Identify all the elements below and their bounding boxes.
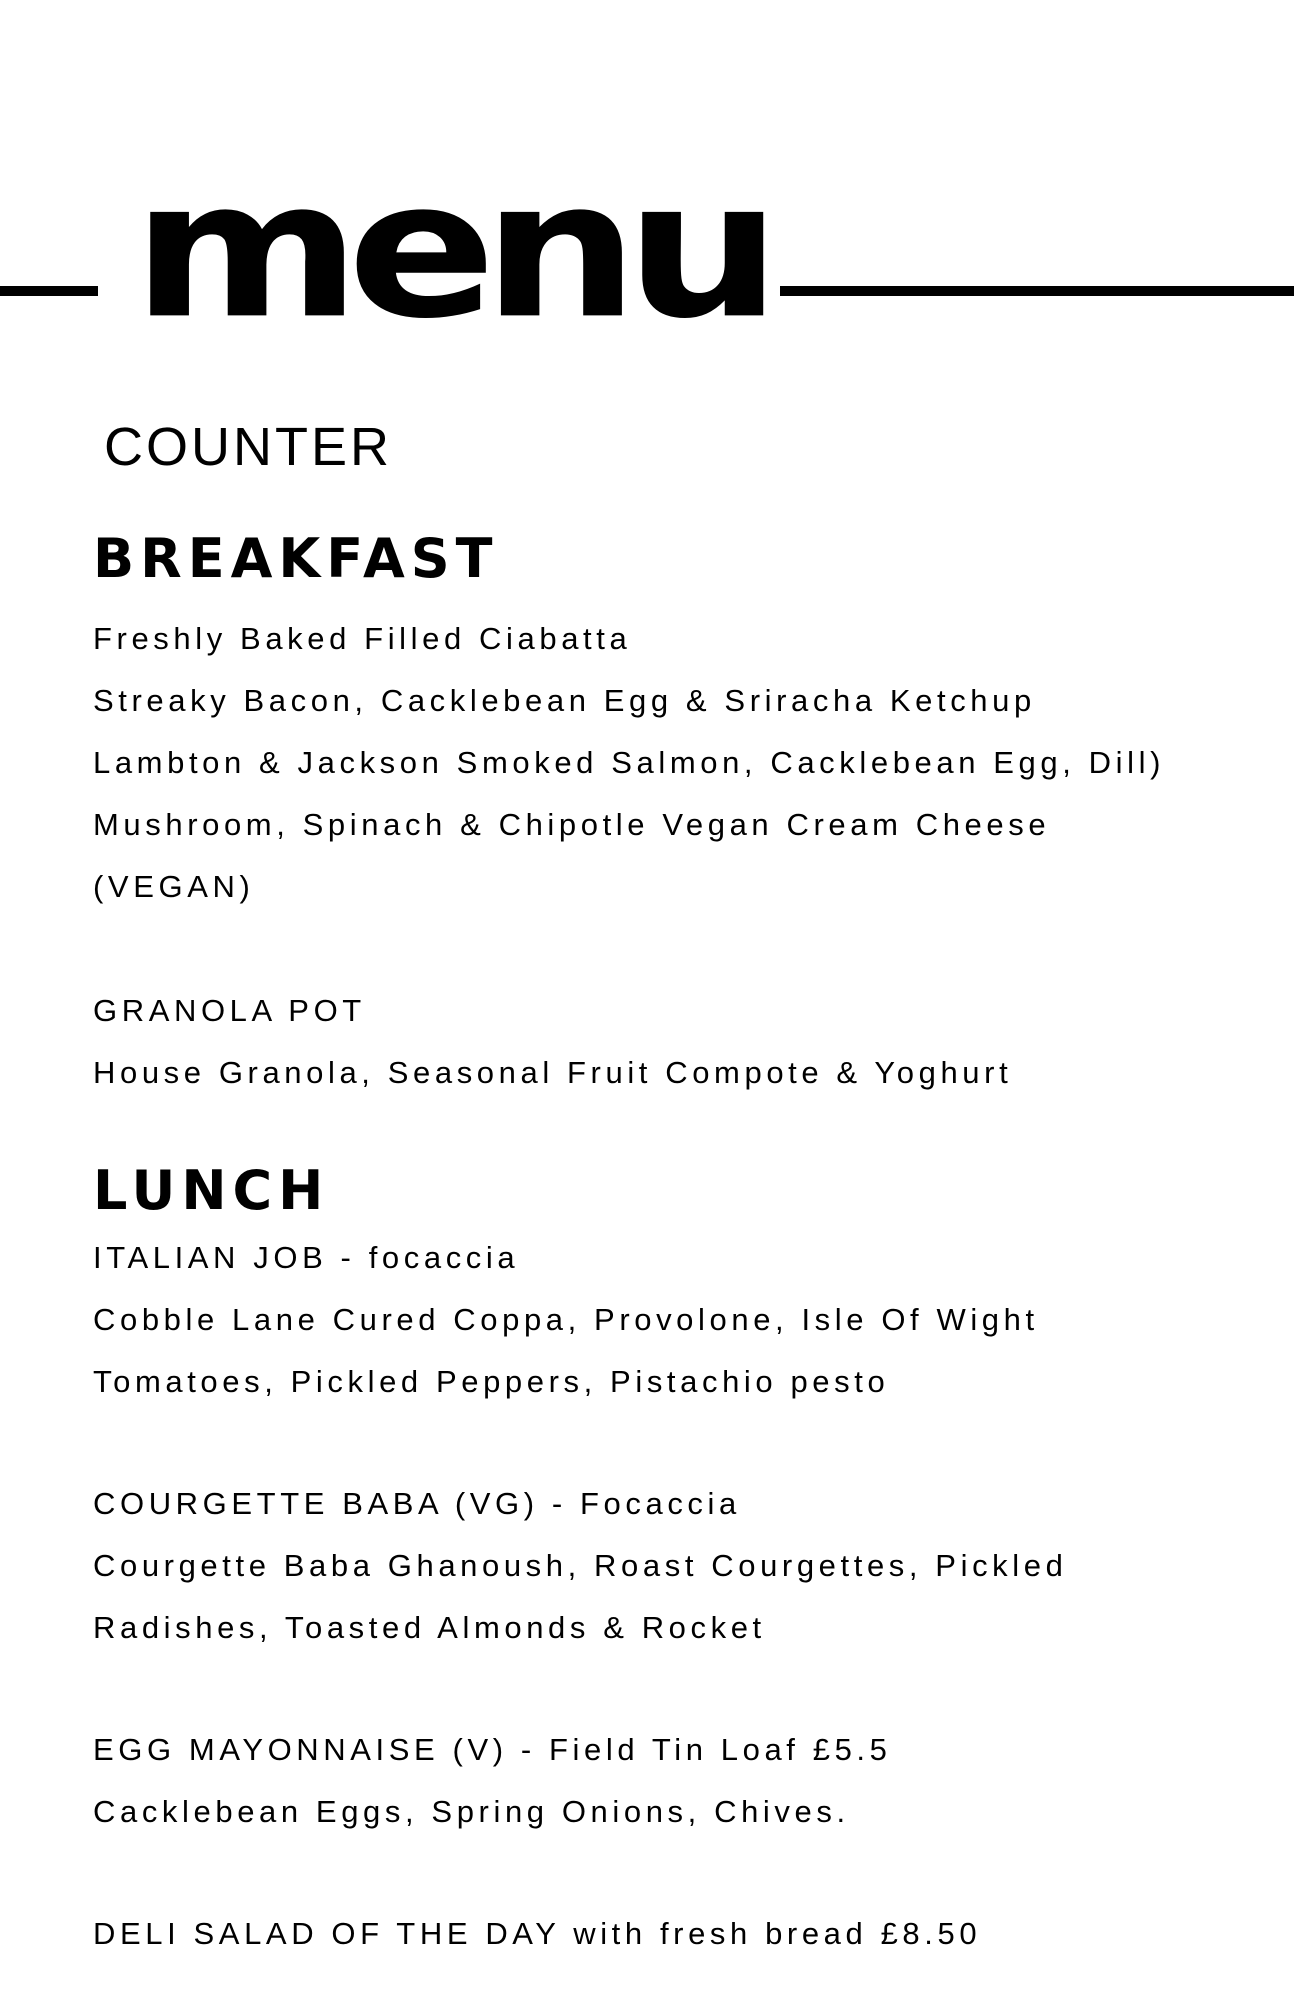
lunch-item-italian-job-title: ITALIAN JOB - focaccia [93,1240,520,1275]
breakfast-item-ciabatta: Freshly Baked Filled Ciabatta [93,621,632,656]
breakfast-item-vegan-tag: (VEGAN) [93,869,255,904]
lunch-item-italian-job-desc-2: Tomatoes, Pickled Peppers, Pistachio pesto [93,1364,890,1399]
lunch-item-egg-mayo-desc: Cacklebean Eggs, Spring Onions, Chives. [93,1794,850,1829]
breakfast-item-granola-title: GRANOLA POT [93,993,366,1028]
lunch-item-egg-mayo-title: EGG MAYONNAISE (V) - Field Tin Loaf £5.5 [93,1732,892,1767]
title-rule-left [0,286,98,296]
lunch-item-deli-salad: DELI SALAD OF THE DAY with fresh bread £8.50 [93,1916,982,1951]
lunch-item-courgette-desc-2: Radishes, Toasted Almonds & Rocket [93,1610,766,1645]
breakfast-item-granola-desc: House Granola, Seasonal Fruit Compote & Yoghurt [93,1055,1013,1090]
counter-subtitle: COUNTER [104,417,392,477]
breakfast-heading: BREAKFAST [93,527,499,590]
breakfast-item-salmon: Lambton & Jackson Smoked Salmon, Cacklebean Egg, Dill) [93,745,1166,780]
title-rule-right [780,286,1294,296]
menu-title: menu [132,139,768,361]
breakfast-item-bacon: Streaky Bacon, Cacklebean Egg & Sriracha Ketchup [93,683,1036,718]
lunch-item-courgette-title: COURGETTE BABA (VG) - Focaccia [93,1486,741,1521]
breakfast-item-mushroom: Mushroom, Spinach & Chipotle Vegan Cream Cheese [93,807,1051,842]
lunch-item-italian-job-desc-1: Cobble Lane Cured Coppa, Provolone, Isle Of Wight [93,1302,1039,1337]
lunch-heading: LUNCH [93,1159,330,1222]
lunch-item-courgette-desc-1: Courgette Baba Ghanoush, Roast Courgettes, Pickled [93,1548,1068,1583]
